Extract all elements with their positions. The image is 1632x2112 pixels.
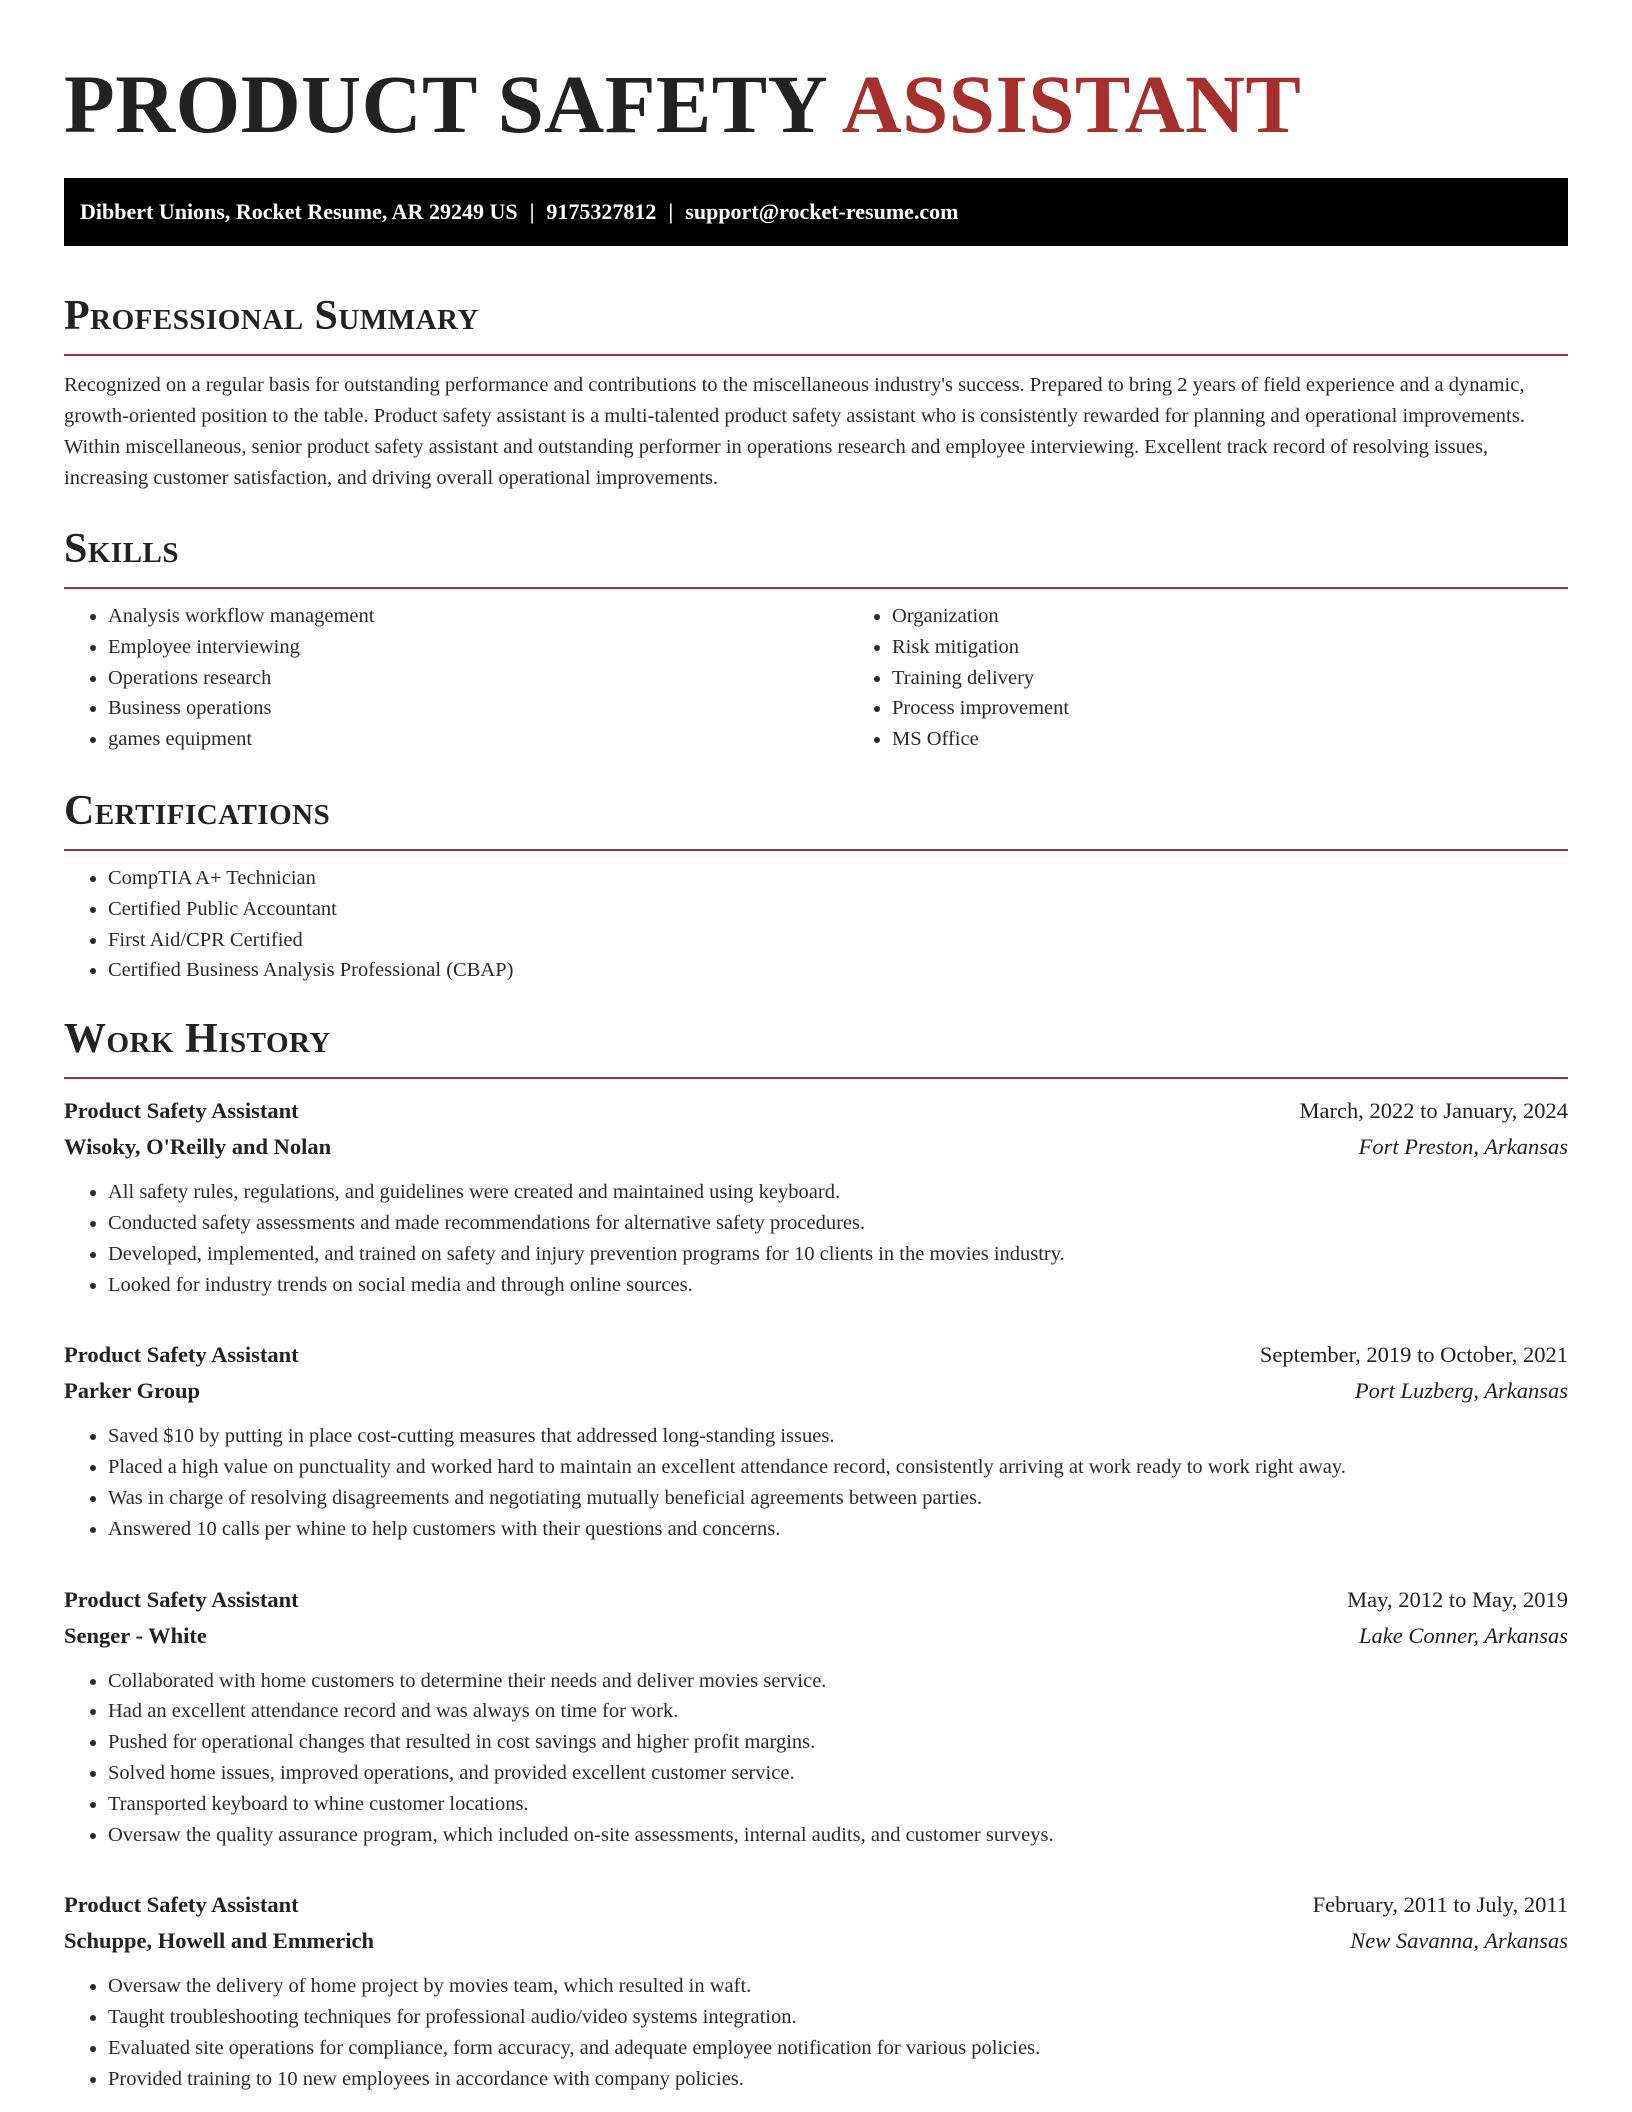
skill-item: • MS Office — [892, 724, 1632, 755]
job-company-row — [64, 1923, 1568, 1959]
job-location: New Savanna, Arkansas — [1350, 1928, 1568, 1954]
job-bullets — [64, 1421, 1568, 1544]
certification-item: • Certified Business Analysis Professional (CBAP) — [108, 955, 1568, 986]
job-bullet: • Had an excellent attendance record and was always on time for work. — [108, 1696, 1568, 1727]
work-history-section — [64, 1013, 1568, 2094]
skill-item: • Analysis workflow management — [108, 601, 848, 632]
job-dates: February, 2011 to July, 2011 — [1312, 1892, 1568, 1918]
job-title: Product Safety Assistant — [64, 1586, 299, 1612]
job-entry — [64, 1887, 1568, 2094]
skill-item: • Organization — [892, 601, 1632, 632]
section-divider — [64, 849, 1568, 851]
certification-item: • Certified Public Accountant — [108, 894, 1568, 925]
job-bullet: • Developed, implemented, and trained on safety and injury prevention programs for 10 clients in the movies industry. — [108, 1239, 1568, 1270]
job-company-row — [64, 1129, 1568, 1165]
contact-separator: | — [529, 199, 535, 224]
job-dates: September, 2019 to October, 2021 — [1259, 1342, 1568, 1368]
job-bullet: • Placed a high value on punctuality and worked hard to maintain an excellent attendance record, consistently arriving at work ready to work right away. — [108, 1452, 1568, 1483]
skill-item: • Business operations — [108, 693, 848, 724]
certification-item: • First Aid/CPR Certified — [108, 925, 1568, 956]
skill-item: • Operations research — [108, 663, 848, 694]
job-company-row — [64, 1373, 1568, 1409]
summary-section — [64, 290, 1568, 494]
title-main: PRODUCT SAFETY — [64, 58, 826, 150]
skill-item: • Training delivery — [892, 663, 1632, 694]
resume-title — [64, 0, 1568, 150]
job-title: Product Safety Assistant — [64, 1892, 299, 1918]
job-company: Senger - White — [64, 1622, 207, 1648]
job-header-row — [64, 1582, 1568, 1618]
job-bullet: • Oversaw the delivery of home project by movies team, which resulted in waft. — [108, 1971, 1568, 2002]
job-location: Port Luzberg, Arkansas — [1354, 1378, 1568, 1404]
job-bullet: • Pushed for operational changes that resulted in cost savings and higher profit margins. — [108, 1727, 1568, 1758]
certification-item: • CompTIA A+ Technician — [108, 863, 1568, 894]
job-bullet: • Answered 10 calls per whine to help customers with their questions and concerns. — [108, 1514, 1568, 1545]
job-header-row — [64, 1093, 1568, 1129]
job-bullet: • Provided training to 10 new employees in accordance with company policies. — [108, 2064, 1568, 2095]
job-bullets — [64, 1177, 1568, 1300]
job-company: Schuppe, Howell and Emmerich — [64, 1928, 375, 1954]
skill-item: • Employee interviewing — [108, 632, 848, 663]
job-title: Product Safety Assistant — [64, 1342, 299, 1368]
skill-item: • games equipment — [108, 724, 848, 755]
certifications-list — [64, 863, 1568, 986]
job-bullet: • Transported keyboard to whine customer locations. — [108, 1789, 1568, 1820]
contact-bar — [64, 178, 1568, 246]
section-heading-certifications: Certifications — [64, 787, 331, 834]
skills-list-right — [848, 601, 1632, 755]
job-entry — [64, 1337, 1568, 1544]
job-header-row — [64, 1887, 1568, 1923]
contact-phone: 9175327812 — [546, 199, 657, 224]
job-bullets — [64, 1971, 1568, 2094]
section-heading-summary: Professional Summary — [64, 293, 479, 339]
job-title: Product Safety Assistant — [64, 1098, 299, 1124]
contact-separator: | — [668, 199, 674, 224]
job-dates: May, 2012 to May, 2019 — [1347, 1586, 1568, 1612]
contact-address: Dibbert Unions, Rocket Resume, AR 29249 US — [80, 199, 518, 224]
job-bullet: • Was in charge of resolving disagreements and negotiating mutually beneficial agreements between parties. — [108, 1483, 1568, 1514]
skill-item: • Risk mitigation — [892, 632, 1632, 663]
section-heading-skills: Skills — [64, 526, 180, 572]
job-company: Wisoky, O'Reilly and Nolan — [64, 1134, 332, 1160]
title-accent: ASSISTANT — [841, 58, 1302, 150]
job-bullets — [64, 1666, 1568, 1851]
contact-email: support@rocket-resume.com — [685, 199, 959, 224]
job-bullet: • Looked for industry trends on social media and through online sources. — [108, 1270, 1568, 1301]
job-bullet: • Taught troubleshooting techniques for professional audio/video systems integration. — [108, 2002, 1568, 2033]
certifications-section — [64, 785, 1568, 986]
job-bullet: • Conducted safety assessments and made recommendations for alternative safety procedures. — [108, 1208, 1568, 1239]
job-bullet: • Oversaw the quality assurance program, which included on-site assessments, internal audits, and customer surveys. — [108, 1820, 1568, 1851]
job-dates: March, 2022 to January, 2024 — [1299, 1098, 1568, 1124]
job-location: Lake Conner, Arkansas — [1359, 1622, 1568, 1648]
summary-text: Recognized on a regular basis for outstanding performance and contributions to the miscellaneous industry's success. Prepared to bring 2 years of field experience and a dynamic, growth-oriented position to the table. Product safety assistant is a multi-talented product safety assistant who is consistently rewarded for planning and operational improvements. Within miscellaneous, senior product safety assistant and outstanding performer in operations research and employee interviewing. Excellent track record of resolving issues, increasing customer satisfaction, and driving overall operational improvements. — [64, 374, 1525, 489]
skills-section — [64, 523, 1568, 755]
job-company: Parker Group — [64, 1378, 201, 1404]
job-bullet: • Evaluated site operations for compliance, form accuracy, and adequate employee notification for various policies. — [108, 2033, 1568, 2064]
skills-list-left — [64, 601, 848, 755]
section-heading-work-history: Work History — [64, 1016, 331, 1063]
job-bullet: • Solved home issues, improved operations, and provided excellent customer service. — [108, 1758, 1568, 1789]
section-divider — [64, 354, 1568, 356]
skills-grid — [64, 589, 1568, 755]
job-bullet: • Collaborated with home customers to determine their needs and deliver movies service. — [108, 1666, 1568, 1697]
job-bullet: • All safety rules, regulations, and guidelines were created and maintained using keyboard. — [108, 1177, 1568, 1208]
job-entry — [64, 1582, 1568, 1851]
job-entry — [64, 1093, 1568, 1300]
job-bullet: • Saved $10 by putting in place cost-cutting measures that addressed long-standing issues. — [108, 1421, 1568, 1452]
job-header-row — [64, 1337, 1568, 1373]
section-divider — [64, 1077, 1568, 1079]
job-location: Fort Preston, Arkansas — [1358, 1134, 1568, 1160]
job-company-row — [64, 1618, 1568, 1654]
skill-item: • Process improvement — [892, 693, 1632, 724]
